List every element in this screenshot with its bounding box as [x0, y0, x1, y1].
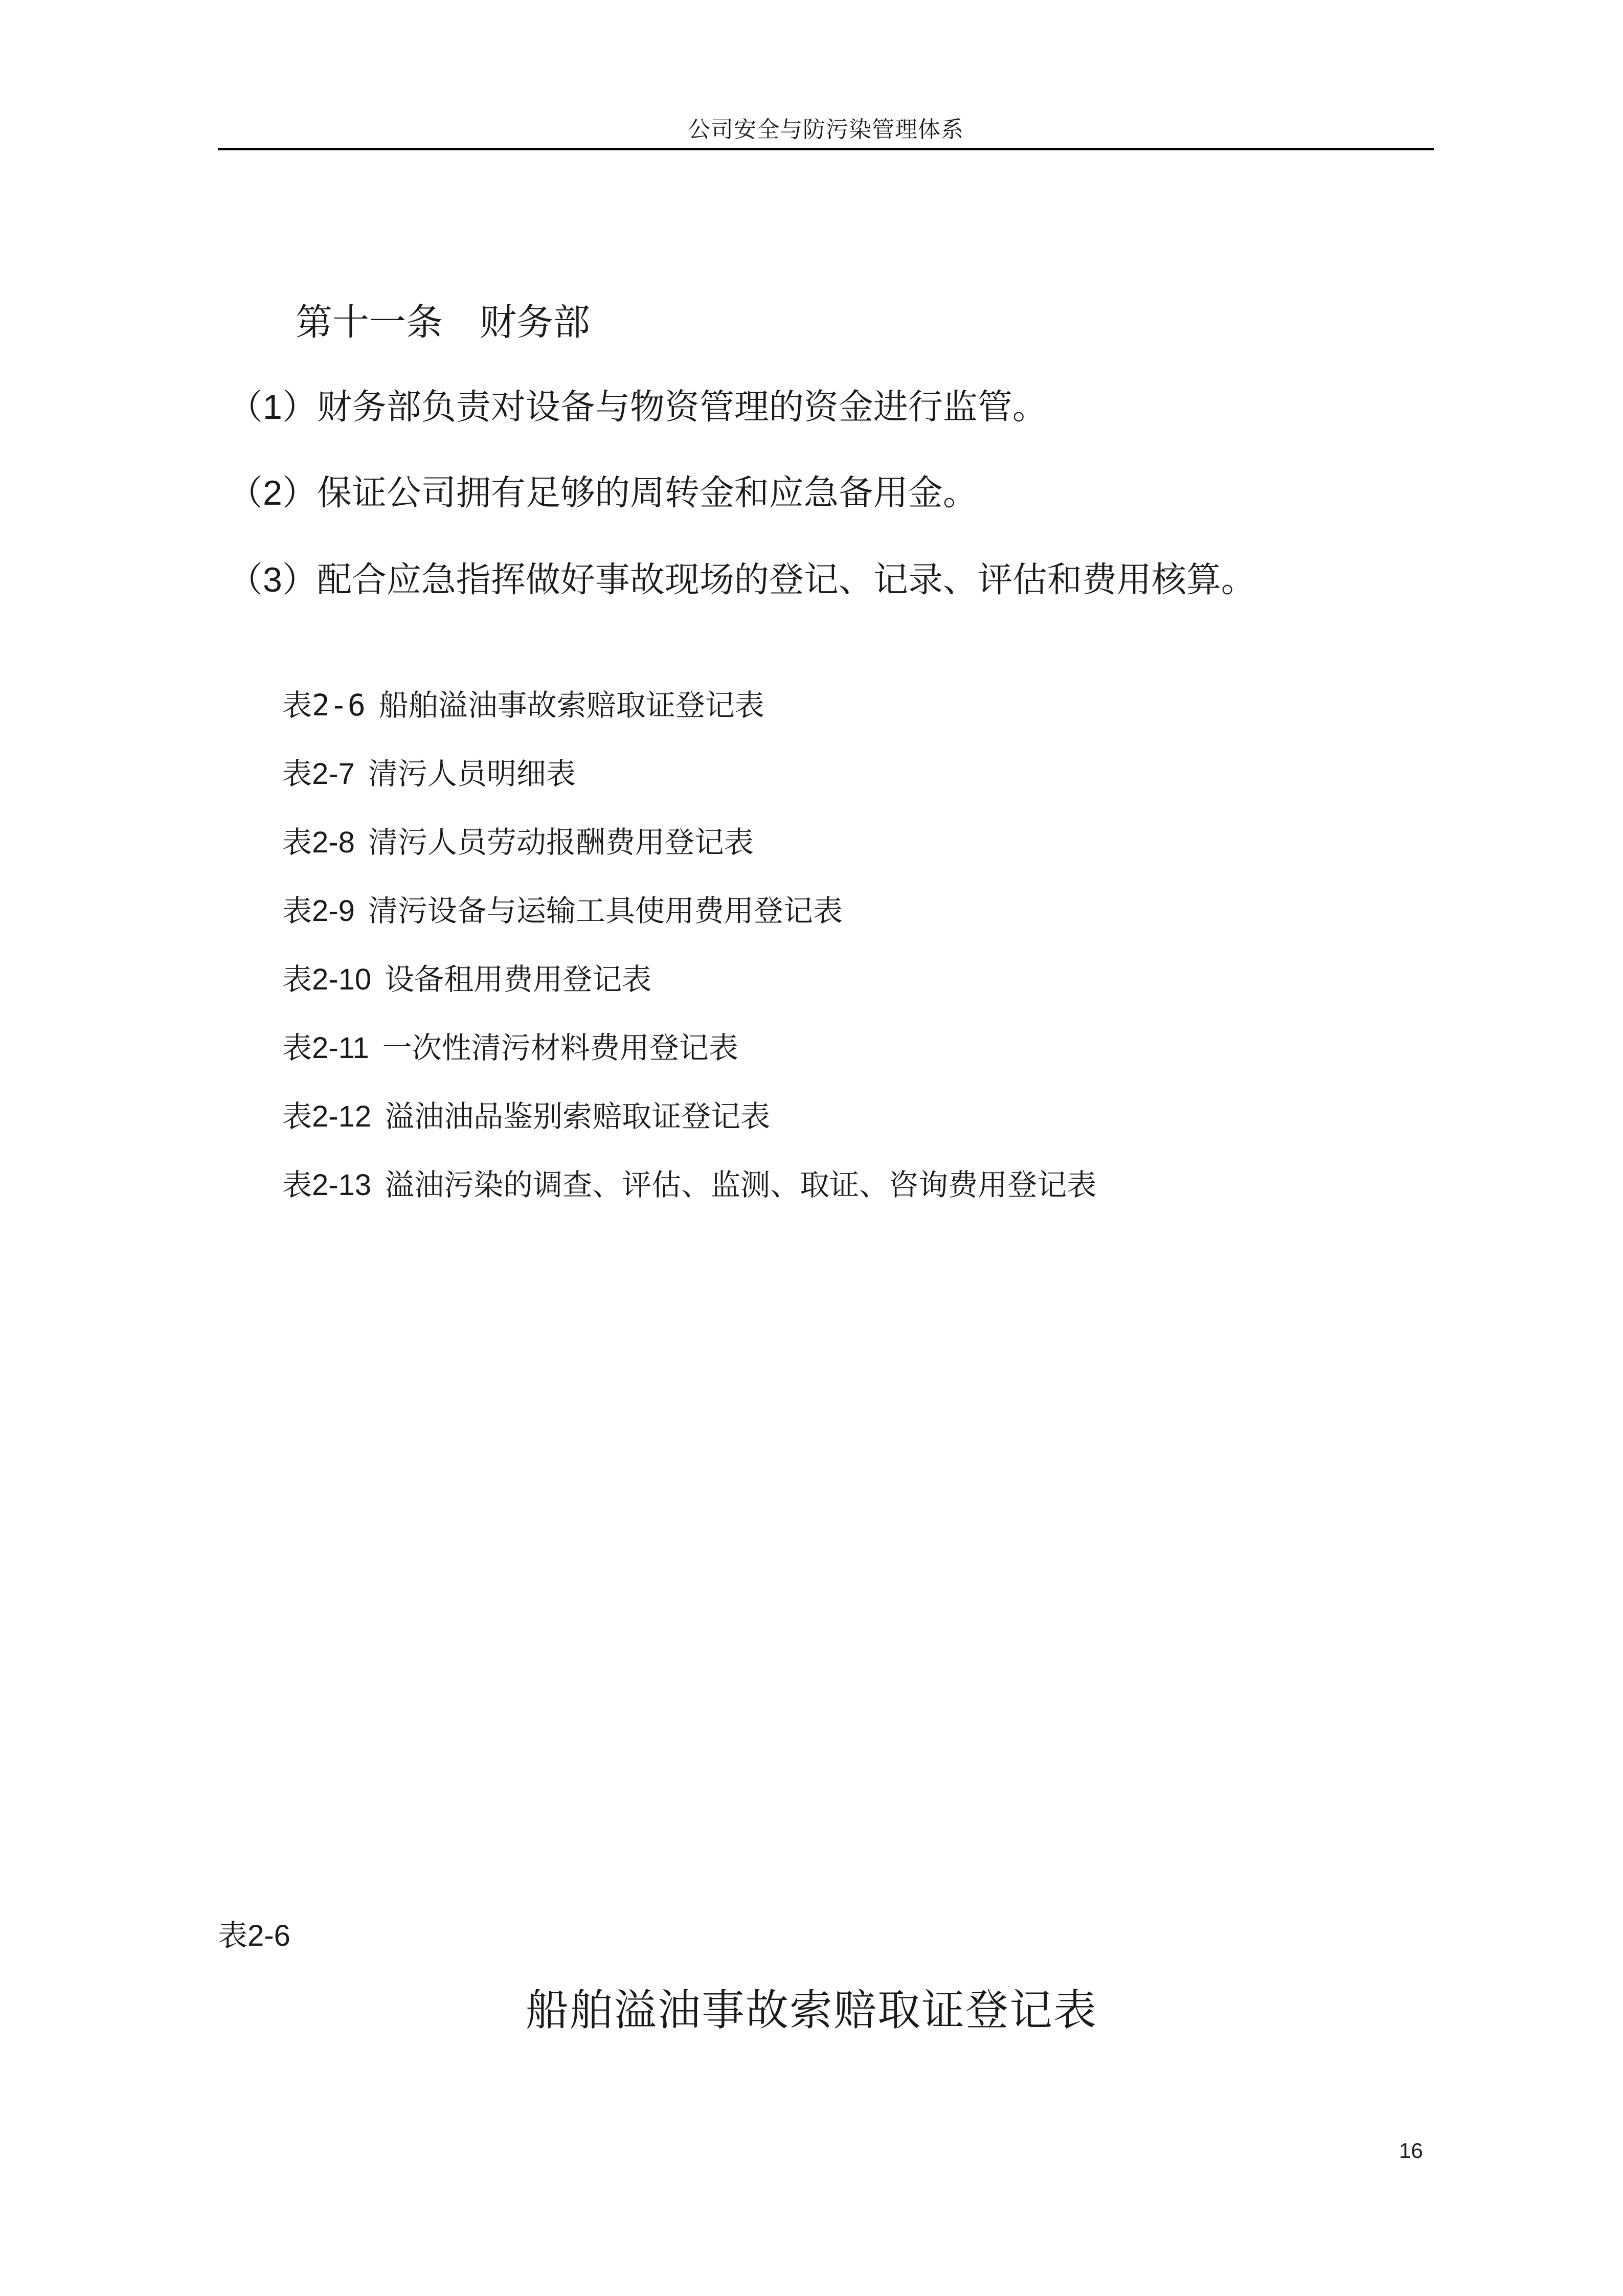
form-code: 表2-8	[282, 826, 355, 859]
table-label	[218, 1912, 290, 1959]
form-list-item	[282, 751, 1096, 819]
clause-1	[228, 382, 1047, 432]
form-list-item	[282, 1025, 1096, 1093]
form-list	[282, 682, 1096, 1230]
form-code: 表2-13	[282, 1168, 372, 1202]
form-name: 溢油油品鉴别索赔取证登记表	[385, 1099, 771, 1134]
form-name: 溢油污染的调查、评估、监测、取证、咨询费用登记表	[385, 1167, 1097, 1202]
form-name: 清污设备与运输工具使用费用登记表	[368, 893, 843, 928]
clause-number: （2）	[228, 474, 317, 512]
form-list-item	[282, 888, 1096, 956]
form-code: 表2-7	[282, 757, 355, 791]
form-code: 表2-6	[282, 688, 366, 723]
clause-3	[228, 555, 1256, 605]
form-name: 一次性清污材料费用登记表	[382, 1030, 738, 1065]
header-title: 公司安全与防污染管理体系	[688, 117, 964, 143]
form-name: 清污人员劳动报酬费用登记表	[368, 825, 754, 860]
table-title: 船舶溢油事故索赔取证登记表	[525, 1985, 1097, 2035]
clause-text: 配合应急指挥做好事故现场的登记、记录、评估和费用核算。	[317, 560, 1256, 600]
form-list-item	[282, 819, 1096, 888]
article-heading: 第十一条 财务部	[296, 301, 591, 344]
form-list-item	[282, 956, 1096, 1025]
clause-text: 财务部负责对设备与物资管理的资金进行监管。	[317, 387, 1047, 427]
form-list-item	[282, 682, 1096, 751]
form-code: 表2-9	[282, 894, 355, 928]
form-list-item	[282, 1093, 1096, 1162]
table-label-code: 表2-6	[218, 1919, 290, 1952]
form-code: 表2-10	[282, 963, 372, 996]
form-name: 设备租用费用登记表	[385, 962, 652, 997]
clause-2	[228, 468, 978, 518]
form-list-item	[282, 1162, 1096, 1230]
clause-text: 保证公司拥有足够的周转金和应急备用金。	[317, 473, 978, 513]
form-code: 表2-11	[282, 1031, 369, 1065]
form-name: 船舶溢油事故索赔取证登记表	[378, 688, 764, 723]
clause-number: （3）	[228, 560, 317, 599]
form-name: 清污人员明细表	[368, 756, 576, 791]
form-code: 表2-12	[282, 1100, 372, 1133]
page-number: 16	[1399, 2139, 1423, 2163]
page-header	[218, 111, 1434, 150]
clause-number: （1）	[228, 388, 317, 426]
